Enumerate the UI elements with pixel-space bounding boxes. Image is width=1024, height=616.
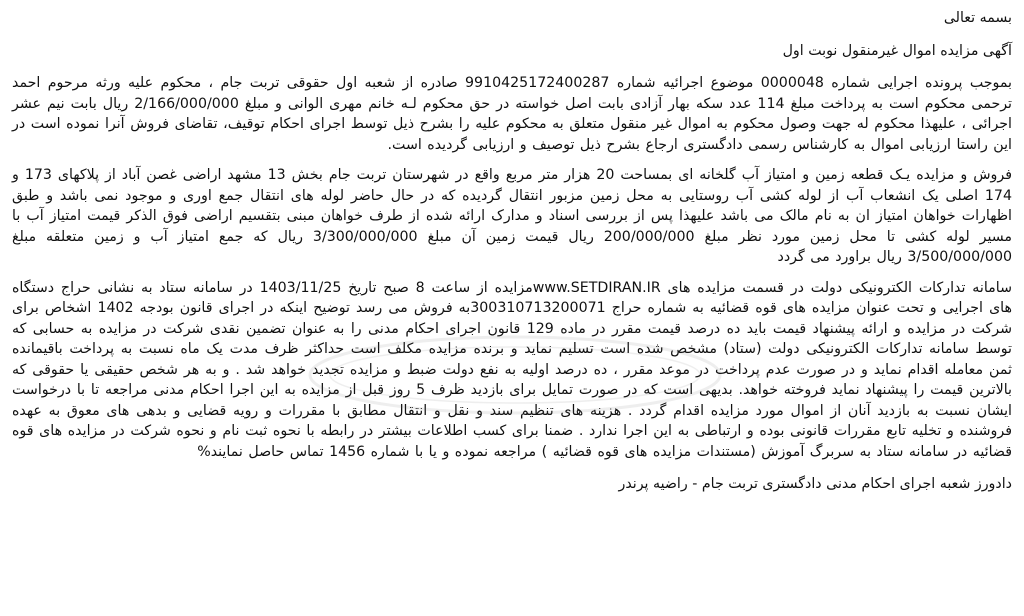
paragraph-auction-terms: سامانه تدارکات الکترونیکی دولت در قسمت مزایده های www.SETDIRAN.IRمزایده از ساعت 8 صبح تاریخ 1403/11/25 در سامانه ستاد به نشانی حراج دستگاه های اجرایی و تحت عنوان مزایده های قوه قضائیه به شماره حراج 300310713200071به فروش می رسد توضیح اینکه در اجرای قانون بودجه 1402 اشخاص برای شرکت در مزایده و ارائه پیشنهاد قیمت باید ده درصد قیمت مقرر در ماده 129 قانون اجرای احکام مدنی را به عنوان تضمین نقدی شرکت در مزایده به حسابی که توسط سامانه تدارکات الکترونیکی دولت (ستاد) مشخص شده است تسلیم نماید و برنده مزایده مکلف است حداکثر ظرف مدت یک ماه نسبت به پرداخت باقیمانده ثمن معامله اقدام نماید و در صورت عدم پرداخت در موعد مقرر ، ده درصد اولیه به نفع دولت ضبط و مزایده تجدید خواهد شد . و به هر شخص حقیقی یا حقوقی که بالاترین قیمت را پیشنهاد نماید فروخته خواهد. بدیهی است که در صورت تمایل برای بازدید ظرف 5 روز قبل از مزایده به این اجرا احکام مدنی مراجعه تا با درخواست ایشان نسبت به بازدید آنان از اموال مورد مزایده اقدام گردد . هزینه های تنظیم سند و نقل و انتقال مطابق با مقررات و رویه قضایی و بدهی های معوق به عهده فروشنده و تخلیه تابع مقررات قانونی بوده و ارتباطی به این اجرا ندارد . ضمنا برای کسب اطلاعات بیشتر در رابطه با نحوه ثبت نام و نحوه شرکت در مزایده های قوه قضائیه در سامانه ستاد به سربرگ آموزش (مستندات مزایده های قوه قضائیه ) مراجعه نموده و یا با شماره 1456 تماس حاصل نمایند%	[12, 279, 1013, 460]
notice-title: آگهی مزایده اموال غیرمنقول نوبت اول	[782, 42, 1012, 59]
paragraph-case-details: بموجب پرونده اجرایی شماره 0000048 موضوع اجرائیه شماره 9910425172400287 صادره از شعبه اول حقوقی تربت جام ، محکوم علیه ورثه مرحوم احمد ترحمی محکوم است به پرداخت مبلغ 114 عدد سکه بهار آزادی بابت اصل خواسته در حق محکوم لـه خانم مهری الوانی و مبلغ 2/166/000/000 ریال بابت نیم عشر اجرائی ، علیهذا محکوم له جهت وصول محکوم به اموال غیر منقول متعلق به محکوم علیه را بشرح ذیل توسط اجرای احکام توقیف، تقاضای فروش آنرا نموده است در این راستا ارزیابی اموال به کارشناس رسمی دادگستری ارجاع بشرح ذیل توصیف و ارزیابی گردیده است.	[12, 75, 1013, 153]
paragraph-property-description: فروش و مزایده یـک قطعه زمین و امتیاز آب گلخانه ای بمساحت 20 هزار متر مربع واقع در شهرستان تربت جام بخش 13 مشهد اراضی غصن آباد از پلاکهای 173 و 174 اصلی یک انشعاب آب از لوله کشی آب روستایی به محل زمین مزبور انتقال گردیده که در حال حاضر لوله های انتقال جمع اوری و موجود نمی باشد و طبق اظهارات خواهان امتیاز ان به نام مالک می باشد علیهذا پس از بررسی اسناد و مدارک ارائه شده از طرف خواهان مبنی بتقسیم اراضی فوق الذکر قیمت امتیاز آب با مسیر لوله کشی تا محل زمین مورد نظر مبلغ 200/000/000 ریال قیمت زمین آن مبلغ 3/300/000/000 ریال که جمع امتیاز آب و زمین متعلقه مبلغ 3/500/000/000 ریال براورد می گردد	[12, 167, 1012, 265]
basmala-heading: بسمه تعالی	[943, 10, 1012, 26]
signature-line: دادورز شعبه اجرای احکام مدنی دادگستری تربت جام - راضیه پرندر	[618, 476, 1012, 492]
